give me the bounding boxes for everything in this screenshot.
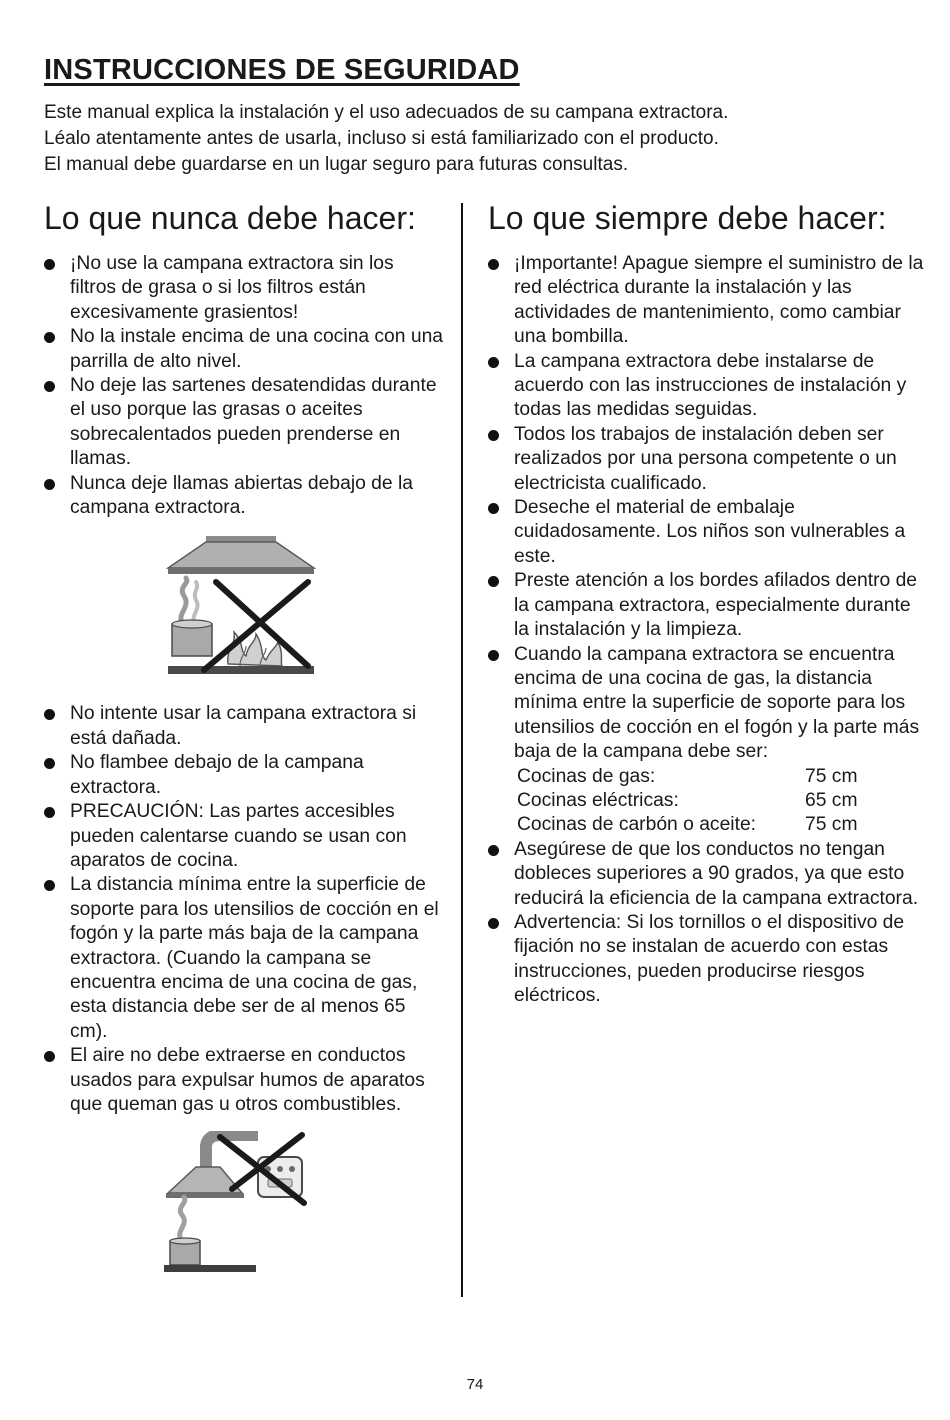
- list-item: No flambee debajo de la campana extractora.: [44, 751, 444, 800]
- list-item: Todos los trabajos de instalación deben ser realizados por una persona competente o un electricista cualificado.: [488, 423, 928, 496]
- page-number: 74: [466, 1376, 484, 1393]
- list-item: No la instale encima de una cocina con una parrilla de alto nivel.: [44, 325, 444, 374]
- distance-value: 75 cm: [805, 765, 858, 787]
- never-do-column: [44, 198, 444, 1281]
- list-item: La distancia mínima entre la superficie de soporte para los utensilios de cocción en el fogón y la parte más baja de la campana extractora. (Cuando la campana se encuentra encima de una cocina de gas, esta distancia debe ser de al menos 65 cm).: [44, 873, 444, 1044]
- list-item: El aire no debe extraerse en conductos usados para expulsar humos de aparatos que queman gas u otros combustibles.: [44, 1044, 444, 1117]
- never-do-heading: Lo que nunca debe hacer:: [44, 200, 416, 236]
- list-item: Asegúrese de que los conductos no tengan dobleces superiores a 90 grados, ya que esto reducirá la eficiencia de la campana extractora.: [488, 838, 928, 911]
- table-row: [517, 789, 858, 813]
- always-do-list: [488, 252, 928, 1009]
- list-item: ¡No use la campana extractora sin los filtros de grasa o si los filtros están excesivamente grasientos!: [44, 252, 444, 325]
- list-item: Preste atención a los bordes afilados dentro de la campana extractora, especialmente durante la instalación y la limpieza.: [488, 569, 928, 642]
- intro-line: Este manual explica la instalación y el uso adecuados de su campana extractora.: [44, 102, 729, 123]
- intro-line: Léalo atentamente antes de usarla, incluso si está familiarizado con el producto.: [44, 128, 719, 149]
- distance-label: Cocinas de gas:: [517, 765, 656, 787]
- always-do-column: [488, 198, 928, 1009]
- distance-label: Cocinas eléctricas:: [517, 789, 679, 811]
- list-item: PRECAUCIÓN: Las partes accesibles pueden calentarse cuando se usan con aparatos de cocina.: [44, 800, 444, 873]
- list-item: [488, 643, 928, 838]
- minimum-distance-table: [517, 765, 858, 838]
- list-item: Deseche el material de embalaje cuidadosamente. Los niños son vulnerables a este.: [488, 496, 928, 569]
- distance-value: 65 cm: [805, 789, 858, 811]
- list-item: ¡Importante! Apague siempre el suministro de la red eléctrica durante la instalación y las actividades de mantenimiento, como cambiar una bombilla.: [488, 252, 928, 350]
- always-do-heading: Lo que siempre debe hacer:: [488, 200, 887, 236]
- list-item-text: Cuando la campana extractora se encuentra encima de una cocina de gas, la distancia mínima entre la superficie de soporte para los utensilios de cocción en el fogón y la parte más baja de la campana debe ser:: [514, 643, 920, 763]
- no-open-flame-under-hood-icon: [166, 534, 316, 684]
- intro-paragraph: [44, 100, 924, 178]
- never-do-list-bottom: [44, 702, 444, 1117]
- list-item: No deje las sartenes desatendidas durante el uso porque las grasas o aceites sobrecalentados pueden prenderse en llamas.: [44, 374, 444, 472]
- list-item: No intente usar la campana extractora si está dañada.: [44, 702, 444, 751]
- distance-value: 75 cm: [805, 814, 858, 836]
- distance-label: Cocinas de carbón o aceite:: [517, 814, 757, 836]
- page-title: INSTRUCCIONES DE SEGURIDAD: [44, 54, 520, 86]
- column-divider: [461, 203, 463, 1297]
- table-row: [517, 765, 858, 789]
- list-item: Nunca deje llamas abiertas debajo de la campana extractora.: [44, 472, 444, 521]
- never-do-list-top: [44, 252, 444, 520]
- table-row: [517, 813, 858, 837]
- no-gas-appliance-venting-icon: [162, 1131, 312, 1281]
- list-item: Advertencia: Si los tornillos o el dispositivo de fijación no se instalan de acuerdo con estas instrucciones, pueden producirse riesgos eléctricos.: [488, 911, 928, 1009]
- list-item: La campana extractora debe instalarse de acuerdo con las instrucciones de instalación y todas las medidas seguidas.: [488, 350, 928, 423]
- intro-line: El manual debe guardarse en un lugar seguro para futuras consultas.: [44, 154, 629, 175]
